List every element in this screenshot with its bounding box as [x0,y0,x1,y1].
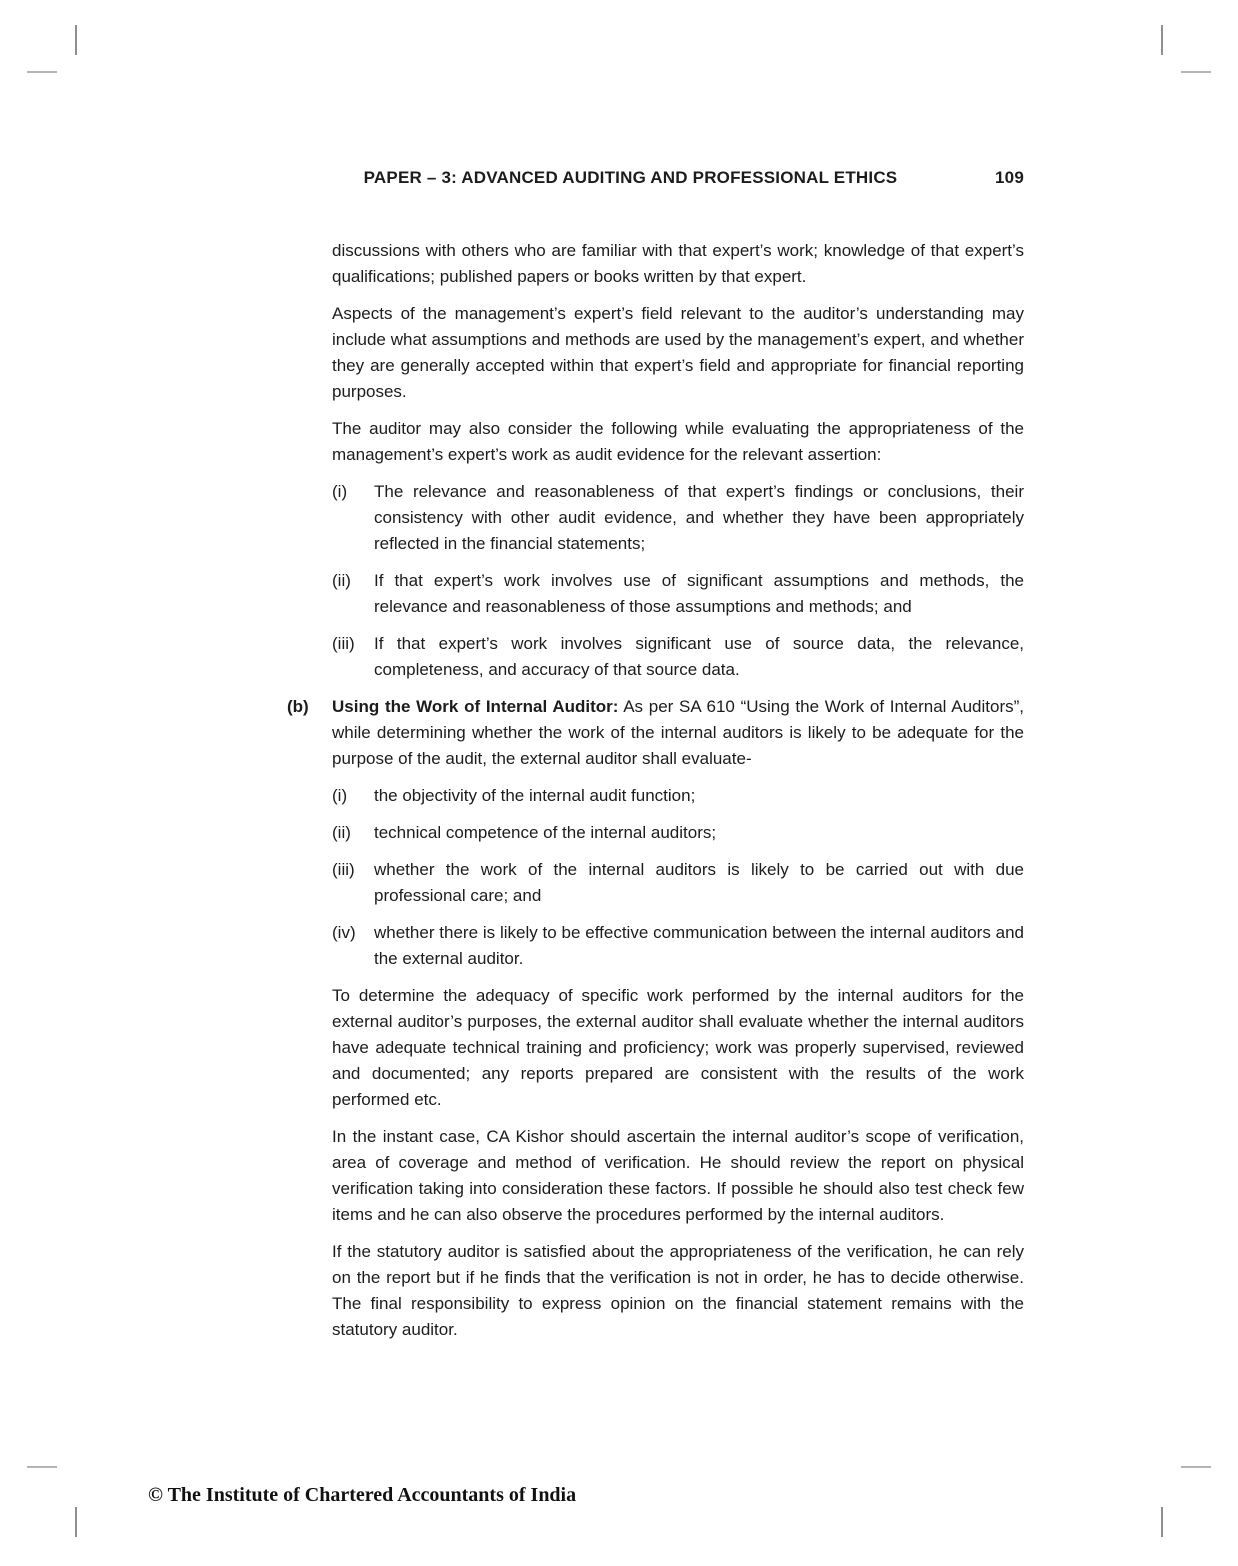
list-item-text: technical competence of the internal auditors; [374,823,717,842]
list-marker: (iii) [332,634,355,653]
list-marker: (ii) [332,823,351,842]
list-marker: (i) [332,482,348,501]
list-item-text: whether there is likely to be effective communication between the internal auditors and the external auditor. [374,923,1024,968]
list-item [332,857,1024,909]
crop-mark-bottom-right-vertical [1161,1507,1163,1537]
page-number: 109 [995,168,1024,187]
body-paragraph: If the statutory auditor is satisfied about the appropriateness of the verification, he can rely on the report but if he finds that the verification is not in order, he has to decide otherwise. The final responsibility to express opinion on the financial statement remains with the statutory auditor. [332,1242,1024,1339]
list-marker: (iv) [332,923,356,942]
running-header-title: PAPER – 3: ADVANCED AUDITING AND PROFESSIONAL ETHICS [363,168,898,187]
crop-mark-top-right-horizontal [1181,71,1211,73]
crop-mark-bottom-left-vertical [75,1507,77,1537]
body-paragraph: To determine the adequacy of specific work performed by the internal auditors for the external auditor’s purposes, the external auditor shall evaluate whether the internal auditors have adequate technical training and proficiency; work was properly supervised, reviewed and documented; any reports prepared are consistent with the results of the work performed etc. [332,986,1024,1109]
body-paragraph: The auditor may also consider the following while evaluating the appropriateness of the management’s expert’s work as audit evidence for the relevant assertion: [332,419,1024,464]
list-item [332,631,1024,683]
list-marker: (iii) [332,860,355,879]
section-intro-paragraph [332,694,1024,772]
page-content [287,238,1024,1343]
list-item [332,783,1024,809]
crop-mark-bottom-left-horizontal [27,1466,57,1468]
list-item [332,820,1024,846]
list-item [332,568,1024,620]
crop-mark-top-left-horizontal [27,71,57,73]
list-marker: (i) [332,786,348,805]
section-b [287,694,1024,772]
body-paragraph: discussions with others who are familiar with that expert’s work; knowledge of that expert’s qualifications; published papers or books written by that expert. [332,241,1024,286]
list-marker: (ii) [332,571,351,590]
list-item [332,479,1024,557]
section-marker: (b) [287,697,309,716]
body-paragraph: In the instant case, CA Kishor should ascertain the internal auditor’s scope of verification, area of coverage and method of verification. He should review the report on physical verification taking into consideration these factors. If possible he should also test check few items and he can also observe the procedures performed by the internal auditors. [332,1127,1024,1224]
list-item-text: whether the work of the internal auditors is likely to be carried out with due professional care; and [374,860,1024,905]
page-header [332,168,1024,188]
list-item-text: If that expert’s work involves use of significant assumptions and methods, the relevance and reasonableness of those assumptions and methods; and [374,571,1024,616]
copyright-notice: © The Institute of Chartered Accountants of India [148,1484,577,1506]
section-intro-text: As per SA 610 “Using the Work of Internal Auditors”, while determining whether the work of the internal auditors is likely to be adequate for the purpose of the audit, the external auditor shall evaluate- [332,697,1024,768]
list-item-text: The relevance and reasonableness of that expert’s findings or conclusions, their consistency with other audit evidence, and whether they have been appropriately reflected in the financial statements; [374,482,1024,553]
list-item [332,920,1024,972]
list-item-text: the objectivity of the internal audit function; [374,786,696,805]
body-paragraph: Aspects of the management’s expert’s field relevant to the auditor’s understanding may include what assumptions and methods are used by the management’s expert, and whether they are generally accepted within that expert’s field and appropriate for financial reporting purposes. [332,304,1024,401]
page-footer [148,1484,576,1507]
list-item-text: If that expert’s work involves significant use of source data, the relevance, completeness, and accuracy of that source data. [374,634,1024,679]
crop-mark-top-left-vertical [75,25,77,55]
crop-mark-bottom-right-horizontal [1181,1466,1211,1468]
crop-mark-top-right-vertical [1161,25,1163,55]
section-heading: Using the Work of Internal Auditor: [332,697,619,716]
